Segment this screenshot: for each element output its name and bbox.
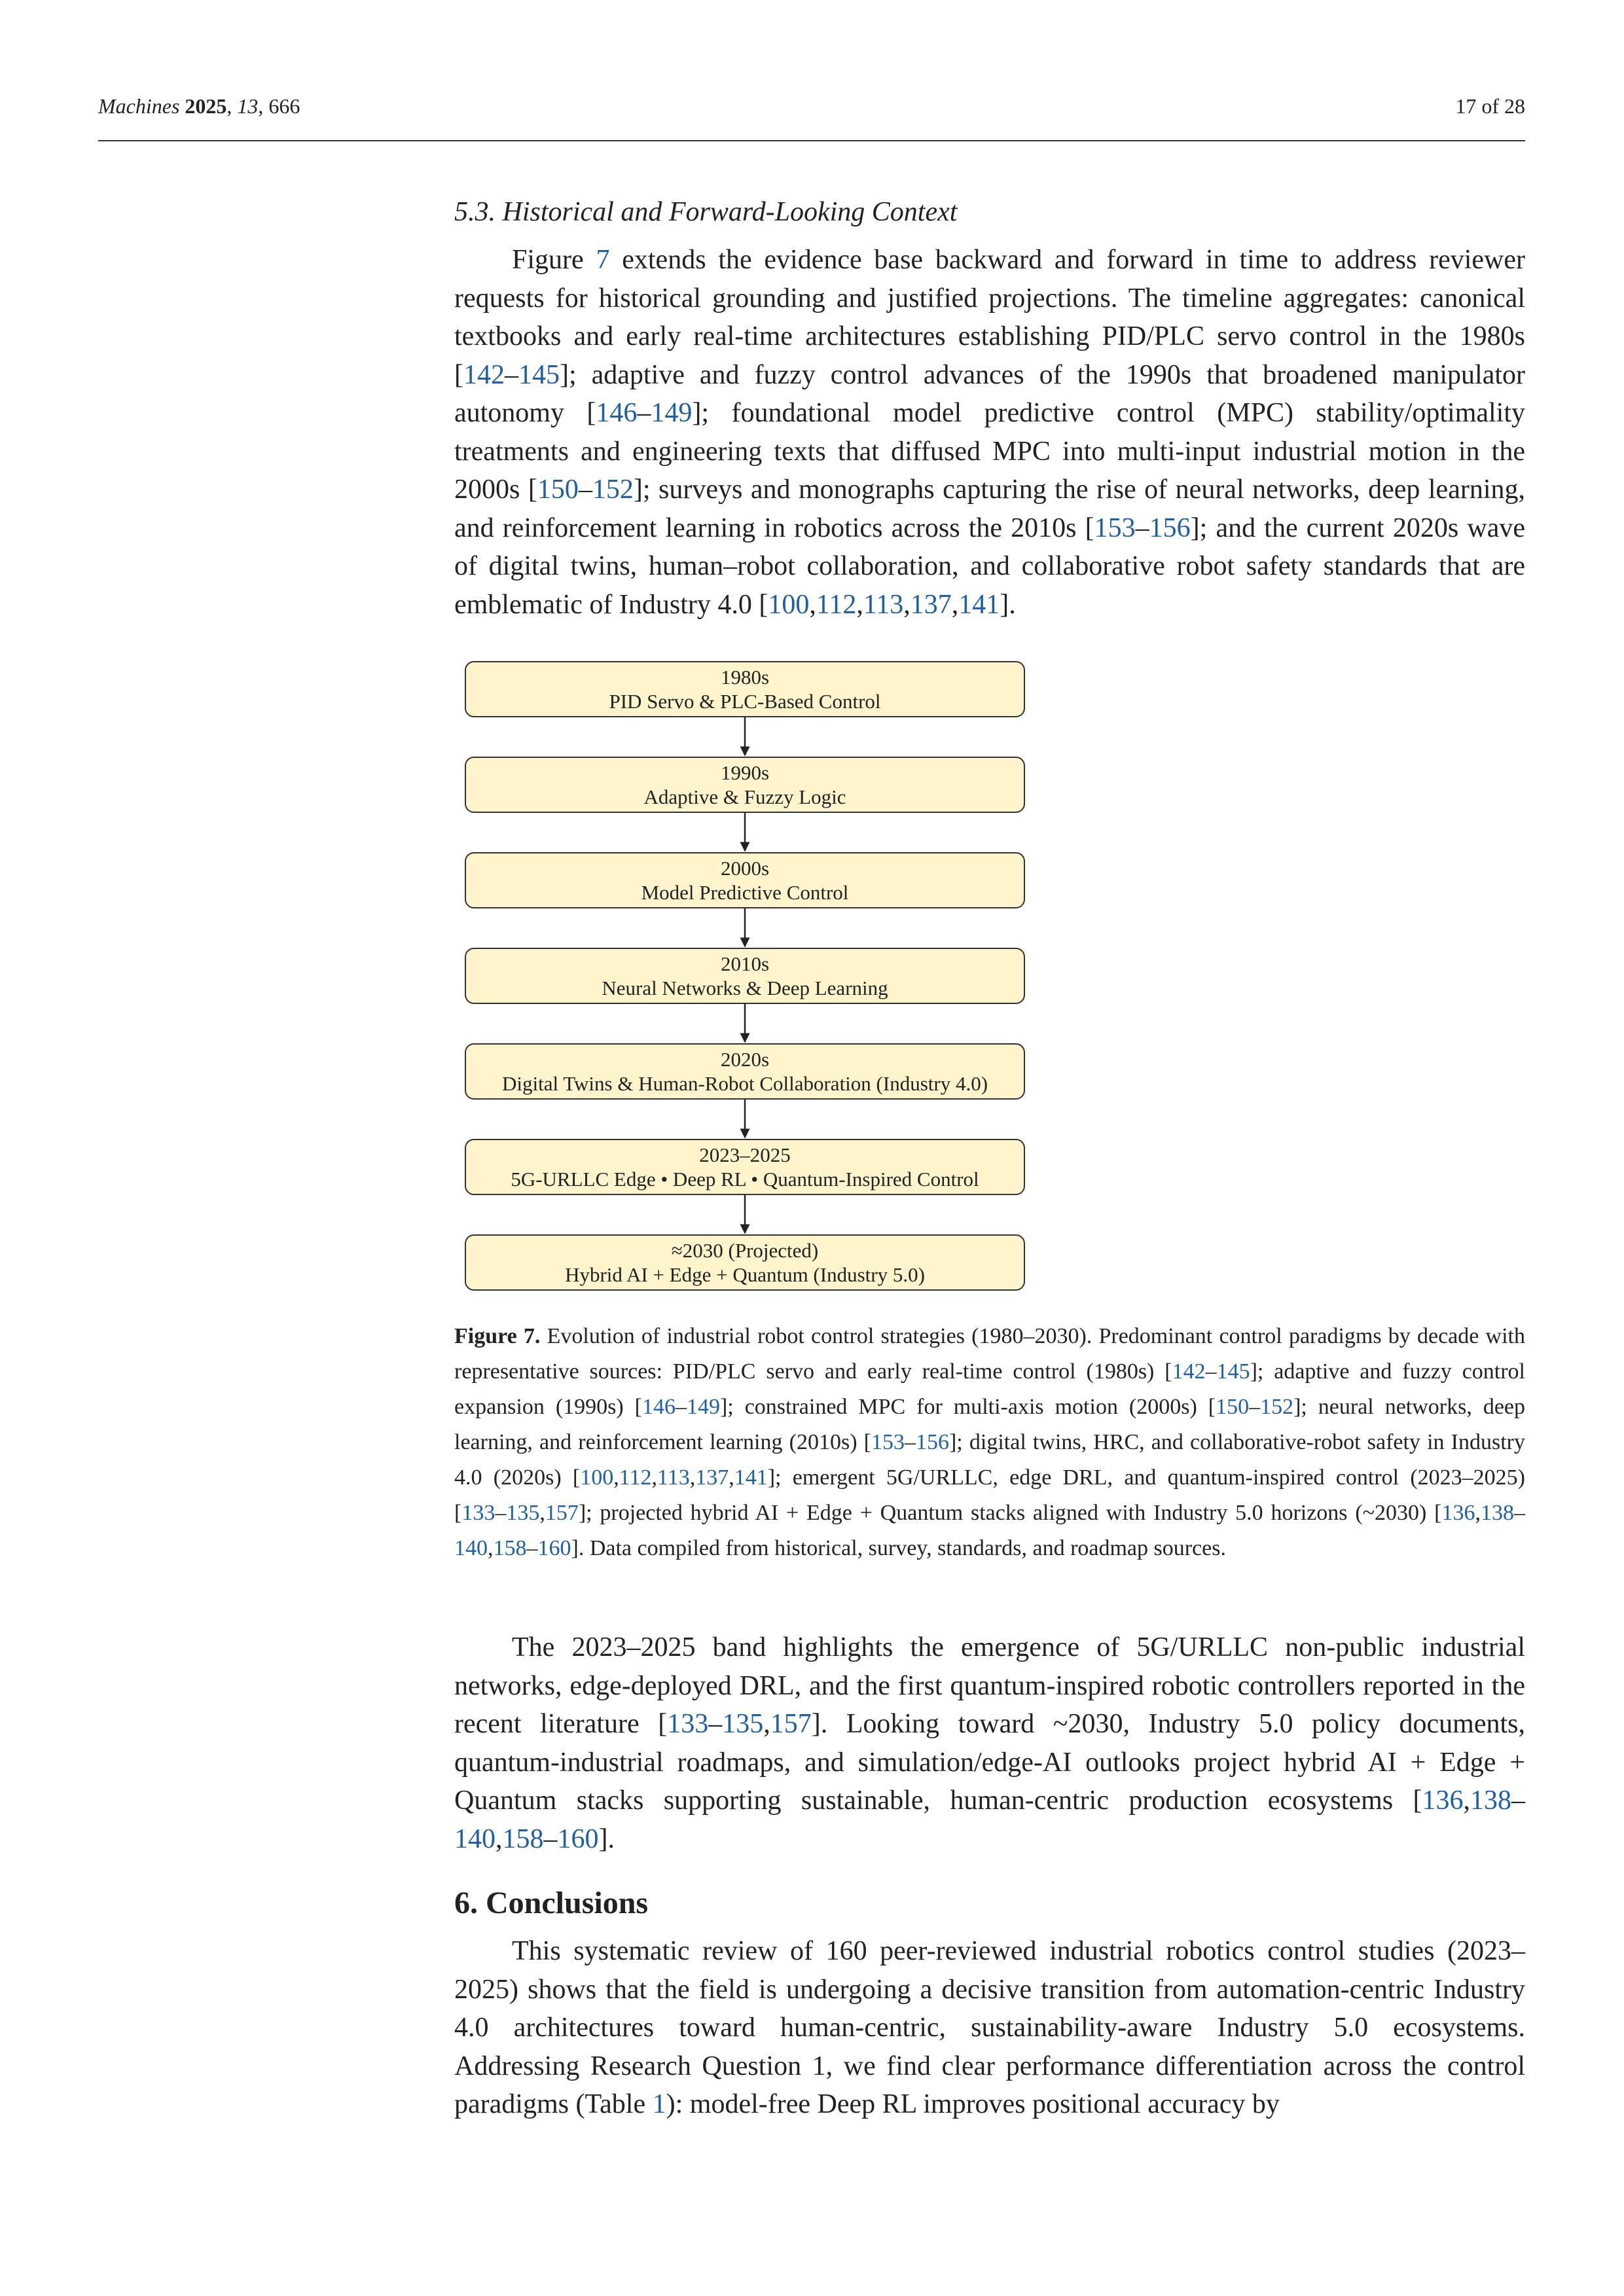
paragraph-2023-2025-band: The 2023–2025 band highlights the emergence of 5G/URLLC non-public industrial networks, edge-deployed DRL, and the first quantum-inspired robotic controllers reported in the recent literature [133–135,157]. Looking toward ~2030, Industry 5.0 policy documents, quantum-industrial roadmaps, and simulation/edge-AI outlooks project hybrid AI + Edge + Quantum stacks supporting sustainable, human-centric production ecosystems [136,138–140,158–160]. (454, 1632, 1526, 1854)
citation-link[interactable]: 156 (915, 1430, 949, 1454)
timeline-period: 2020s (720, 1048, 770, 1071)
citation-link[interactable]: 137 (910, 589, 952, 620)
citation-link[interactable]: 138 (1481, 1501, 1514, 1525)
citation-link[interactable]: 135 (722, 1709, 764, 1739)
citation-link[interactable]: 100 (768, 589, 810, 620)
section-heading: 5.3. Historical and Forward-Looking Context (454, 197, 958, 227)
figure-ref-link[interactable]: 7 (596, 245, 610, 275)
citation-link[interactable]: 149 (651, 398, 693, 428)
citation-link[interactable]: 141 (734, 1465, 768, 1490)
citation-link[interactable]: 146 (596, 398, 638, 428)
timeline-period: 2023–2025 (699, 1143, 791, 1166)
citation-link[interactable]: 142 (463, 359, 505, 390)
timeline-period: 2000s (720, 857, 770, 880)
citation-link[interactable]: 157 (545, 1501, 579, 1525)
citation-link[interactable]: 133 (667, 1709, 709, 1739)
citation-link[interactable]: 150 (537, 475, 579, 505)
citation-link[interactable]: 146 (641, 1395, 676, 1419)
timeline-label: PID Servo & PLC-Based Control (609, 690, 881, 713)
timeline-box-2020s (465, 1043, 1025, 1100)
article-number: 666 (268, 94, 300, 118)
citation-link[interactable]: 153 (871, 1430, 905, 1454)
paragraph-historical-context: Figure 7 extends the evidence base backward and forward in time to address reviewer requests for historical grounding and justified projections. The timeline aggregates: canonical textbooks and early real-time architectures establishing PID/PLC servo control in the 1980s [142–145]; adaptive and fuzzy control advances of the 1990s that broadened manipulator autonomy [146–149]; foundational model predictive control (MPC) stability/optimality treatments and engineering texts that diffused MPC into multi-input industrial motion in the 2000s [150–152]; surveys and monographs capturing the rise of neural networks, deep learning, and reinforcement learning in robotics across the 2010s [153–156]; and the current 2020s wave of digital twins, human–robot collaboration, and collaborative robot safety standards that are emblematic of Industry 4.0 [100,112,113,137,141]. (454, 245, 1526, 620)
citation-link[interactable]: 136 (1422, 1785, 1464, 1816)
citation-link[interactable]: 113 (863, 589, 904, 620)
citation-link[interactable]: 149 (686, 1395, 720, 1419)
citation-link[interactable]: 156 (1149, 512, 1191, 543)
table-ref-link[interactable]: 1 (652, 2089, 666, 2119)
citation-link[interactable]: 135 (506, 1501, 540, 1525)
timeline-box-2000s (465, 852, 1025, 908)
citation-link[interactable]: 158 (502, 1823, 544, 1854)
figure-caption: Figure 7. Evolution of industrial robot control strategies (1980–2030). Predominant control paradigms by decade with representative sources: PID/PLC servo and early real-time control (1980s) [142–145]; adaptive and fuzzy control expansion (1990s) [146–149]; constrained MPC for multi-axis motion (2000s) [150–152]; neural networks, deep learning, and reinforcement learning (2010s) [153–156]; digital twins, HRC, and collaborative-robot safety in Industry 4.0 (2020s) [100,112,113,137,141]; emergent 5G/URLLC, edge DRL, and quantum-inspired control (2023–2025) [133–135,157]; projected hybrid AI + Edge + Quantum stacks aligned with Industry 5.0 horizons (~2030) [136,138–140,158–160]. Data compiled from historical, survey, standards, and roadmap sources. (454, 1324, 1526, 1560)
timeline-box-2023-2025 (465, 1139, 1025, 1195)
journal-citation: Machines 2025, 13, 666 (98, 94, 300, 118)
citation-link[interactable]: 157 (770, 1709, 812, 1739)
citation-link[interactable]: 145 (1216, 1359, 1250, 1384)
timeline-box-2030 (465, 1234, 1025, 1291)
timeline-period: ≈2030 (Projected) (671, 1239, 819, 1262)
citation-link[interactable]: 100 (580, 1465, 614, 1490)
page-number: 17 of 28 (1455, 94, 1525, 118)
citation-link[interactable]: 160 (557, 1823, 599, 1854)
page-header (98, 94, 1525, 141)
citation-link[interactable]: 152 (592, 475, 634, 505)
citation-link[interactable]: 142 (1172, 1359, 1206, 1384)
timeline-period: 2010s (720, 952, 770, 975)
citation-link[interactable]: 136 (1441, 1501, 1475, 1525)
citation-link[interactable]: 137 (695, 1465, 729, 1490)
journal-volume: 13 (237, 94, 259, 118)
citation-link[interactable]: 160 (537, 1536, 571, 1560)
timeline-period: 1990s (720, 761, 770, 784)
timeline-label: Model Predictive Control (641, 881, 849, 904)
citation-link[interactable]: 145 (518, 359, 560, 390)
timeline-label: Digital Twins & Human-Robot Collaboration (Industry 4.0) (501, 1072, 988, 1095)
citation-link[interactable]: 150 (1216, 1395, 1250, 1419)
citation-link[interactable]: 133 (461, 1501, 496, 1525)
citation-link[interactable]: 140 (454, 1536, 488, 1560)
citation-link[interactable]: 113 (657, 1465, 690, 1490)
timeline-box-1990s (465, 757, 1025, 813)
citation-link[interactable]: 112 (619, 1465, 652, 1490)
citation-link[interactable]: 138 (1470, 1785, 1511, 1816)
citation-link[interactable]: 152 (1260, 1395, 1294, 1419)
citation-link[interactable]: 158 (493, 1536, 527, 1560)
citation-link[interactable]: 140 (454, 1823, 496, 1854)
timeline-label: Hybrid AI + Edge + Quantum (Industry 5.0) (565, 1263, 925, 1286)
timeline-label: Adaptive & Fuzzy Logic (643, 785, 846, 808)
timeline-box-2010s (465, 948, 1025, 1004)
timeline-label: Neural Networks & Deep Learning (602, 977, 888, 999)
timeline-box-1980s (465, 661, 1025, 717)
conclusions-heading: 6. Conclusions (454, 1886, 649, 1920)
journal-year: 2025 (185, 94, 227, 118)
paragraph-conclusions: This systematic review of 160 peer-reviewed industrial robotics control studies (2023–2025) shows that the field is undergoing a decisive transition from automation-centric Industry 4.0 architectures toward human-centric, sustainability-aware Industry 5.0 ecosystems. Addressing Research Question 1, we find clear performance differentiation across the control paradigms (Table 1): model-free Deep RL improves positional accuracy by (454, 1936, 1525, 2119)
citation-link[interactable]: 141 (958, 589, 1000, 620)
timeline-diagram (465, 661, 1028, 1299)
timeline-label: 5G-URLLC Edge • Deep RL • Quantum-Inspired Control (511, 1168, 979, 1191)
journal-name: Machines (98, 94, 180, 118)
timeline-period: 1980s (720, 666, 770, 689)
figure-label: Figure 7. (454, 1324, 541, 1348)
citation-link[interactable]: 112 (816, 589, 857, 620)
citation-link[interactable]: 153 (1094, 512, 1136, 543)
